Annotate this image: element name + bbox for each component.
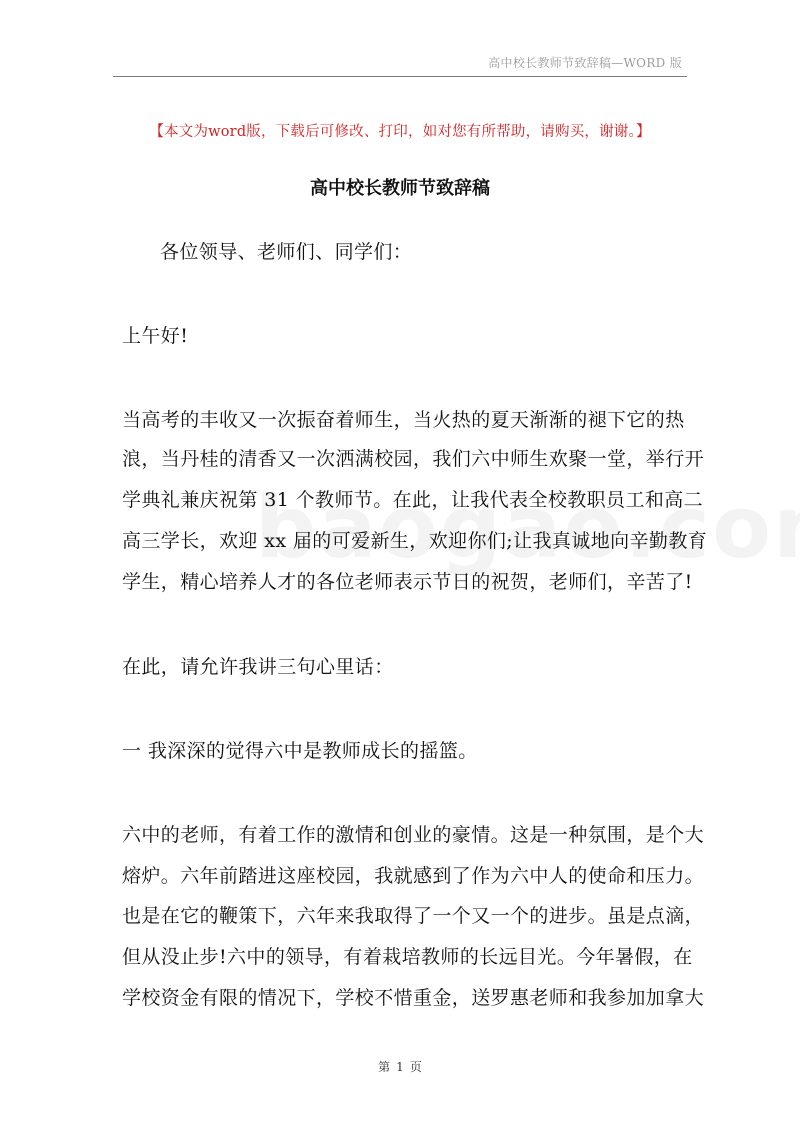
footer-prefix: 第 — [378, 1060, 391, 1074]
paragraph-1-line-1: 当高考的丰收又一次振奋着师生，当火热的夏天渐渐的褪下它的热 — [122, 409, 685, 431]
download-notice: 【本文为word版，下载后可修改、打印，如对您有所帮助，请购买，谢谢。】 — [149, 124, 651, 140]
paragraph-2-line-1: 六中的老师，有着工作的激情和创业的豪情。这是一种氛围，是个大 — [122, 824, 705, 846]
footer-suffix: 页 — [409, 1060, 422, 1074]
paragraph-2-line-5: 学校资金有限的情况下，学校不惜重金，送罗惠老师和我参加加拿大 — [122, 987, 705, 1009]
page-number: 1 — [396, 1060, 404, 1074]
header-divider — [113, 76, 687, 77]
paragraph-2-line-2: 熔炉。六年前踏进这座校园，我就感到了作为六中人的使命和压力。 — [122, 865, 705, 887]
intro-three-points: 在此，请允许我讲三句心里话： — [122, 656, 394, 678]
paragraph-1-line-5: 学生，精心培养人才的各位老师表示节日的祝贺，老师们，辛苦了! — [122, 571, 693, 593]
point-one-heading: 一 我深深的觉得六中是教师成长的摇篮。 — [122, 740, 478, 762]
page-footer — [0, 1058, 800, 1075]
paragraph-1-line-2: 浪，当丹桂的清香又一次洒满校园，我们六中师生欢聚一堂，举行开 — [122, 448, 705, 470]
running-header-title: 高中校长教师节致辞稿—WORD 版 — [488, 56, 682, 70]
paragraph-1-line-4: 高三学长，欢迎 xx 届的可爱新生，欢迎你们;让我真诚地向辛勤教育 — [122, 530, 708, 552]
greeting: 上午好! — [122, 325, 189, 347]
document-title: 高中校长教师节致辞稿 — [310, 178, 490, 199]
paragraph-2-line-3: 也是在它的鞭策下，六年来我取得了一个又一个的进步。虽是点滴， — [122, 905, 705, 927]
paragraph-2-line-4: 但从没止步!六中的领导，有着栽培教师的长远目光。今年暑假，在 — [122, 946, 693, 968]
salutation: 各位领导、老师们、同学们： — [160, 241, 413, 263]
paragraph-1-line-3: 学典礼兼庆祝第 31 个教师节。在此，让我代表全校教职员工和高二 — [122, 489, 704, 511]
